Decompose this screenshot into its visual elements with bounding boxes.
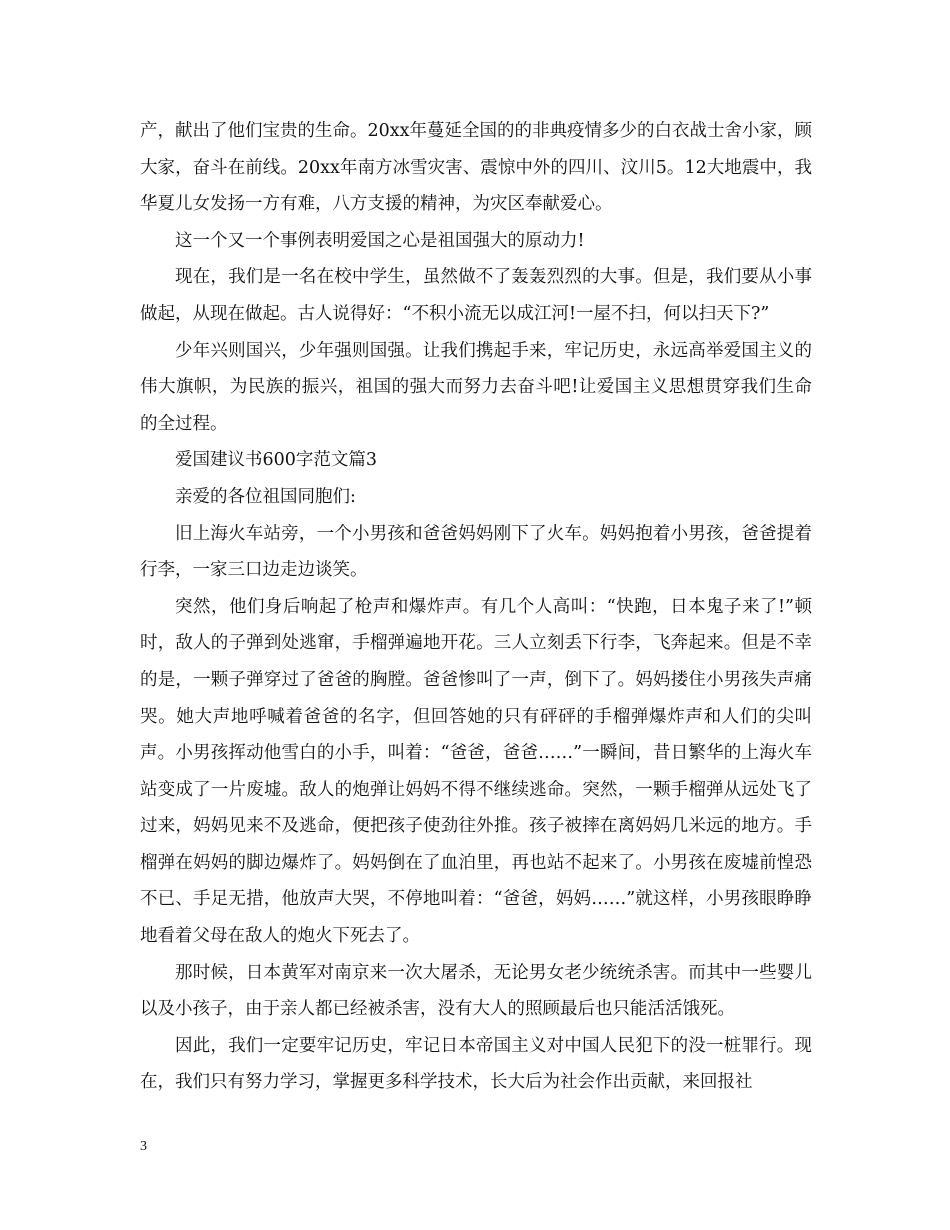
section-heading: 爱国建议书600字范文篇3 [175,450,378,471]
paragraph: 少年兴则国兴，少年强则国强。让我们携起手来，牢记历史，永远高举爱国主义的伟大旗帜，为民族的振兴，祖国的强大而努力去奋斗吧!让爱国主义思想贯穿我们生命的全过程。 [140,340,812,434]
document-body [140,113,812,1101]
paragraph: 产，献出了他们宝贵的生命。20xx年蔓延全国的的非典疫情多少的白衣战士舍小家，顾大家，奋斗在前线。20xx年南方冰雪灾害、震惊中外的四川、汶川5。12大地震中，我华夏儿女发扬一方有难，八方支援的精神，为灾区奉献爱心。 [140,121,813,215]
paragraph: 现在，我们是一名在校中学生，虽然做不了轰轰烈烈的大事。但是，我们要从小事做起，从现在做起。古人说得好：“不积小流无以成江河!一屋不扫，何以扫天下?” [140,267,812,324]
paragraph: 旧上海火车站旁，一个小男孩和爸爸妈妈刚下了火车。妈妈抱着小男孩，爸爸提着行李，一家三口边走边谈笑。 [140,523,812,581]
salutation: 亲爱的各位祖国同胞们: [175,486,356,507]
paragraph: 因此，我们一定要牢记历史，牢记日本帝国主义对中国人民犯下的没一桩罪行。现在，我们只有努力学习，掌握更多科学技术，长大后为社会作出贡献，来回报社 [140,1035,812,1093]
paragraph: 这一个又一个事例表明爱国之心是祖国强大的原动力! [175,230,585,251]
paragraph: 那时候，日本黄军对南京来一次大屠杀，无论男女老少统统杀害。而其中一些婴儿以及小孩子，由于亲人都已经被杀害，没有大人的照顾最后也只能活活饿死。 [140,962,812,1020]
paragraph: 突然，他们身后响起了枪声和爆炸声。有几个人高叫：“快跑，日本鬼子来了!”顿时，敌人的子弹到处逃窜，手榴弹遍地开花。三人立刻丢下行李，飞奔起来。但是不幸的是，一颗子弹穿过了爸爸的胸膛。爸爸惨叫了一声，倒下了。妈妈搂住小男孩失声痛哭。她大声地呼喊着爸爸的名字，但回答她的只有砰砰的手榴弹爆炸声和人们的尖叫声。小男孩挥动他雪白的小手，叫着：“爸爸，爸爸……”一瞬间，昔日繁华的上海火车站变成了一片废墟。敌人的炮弹让妈妈不得不继续逃命。突然，一颗手榴弹从远处飞了过来，妈妈见来不及逃命，便把孩子使劲往外推。孩子被摔在离妈妈几米远的地方。手榴弹在妈妈的脚边爆炸了。妈妈倒在了血泊里，再也站不起来了。小男孩在废墟前惶恐不已、手足无措，他放声大哭，不停地叫着：“爸爸，妈妈……”就这样，小男孩眼睁睁地看着父母在敌人的炮火下死去了。 [140,596,812,947]
page-number: 3 [140,1139,147,1154]
